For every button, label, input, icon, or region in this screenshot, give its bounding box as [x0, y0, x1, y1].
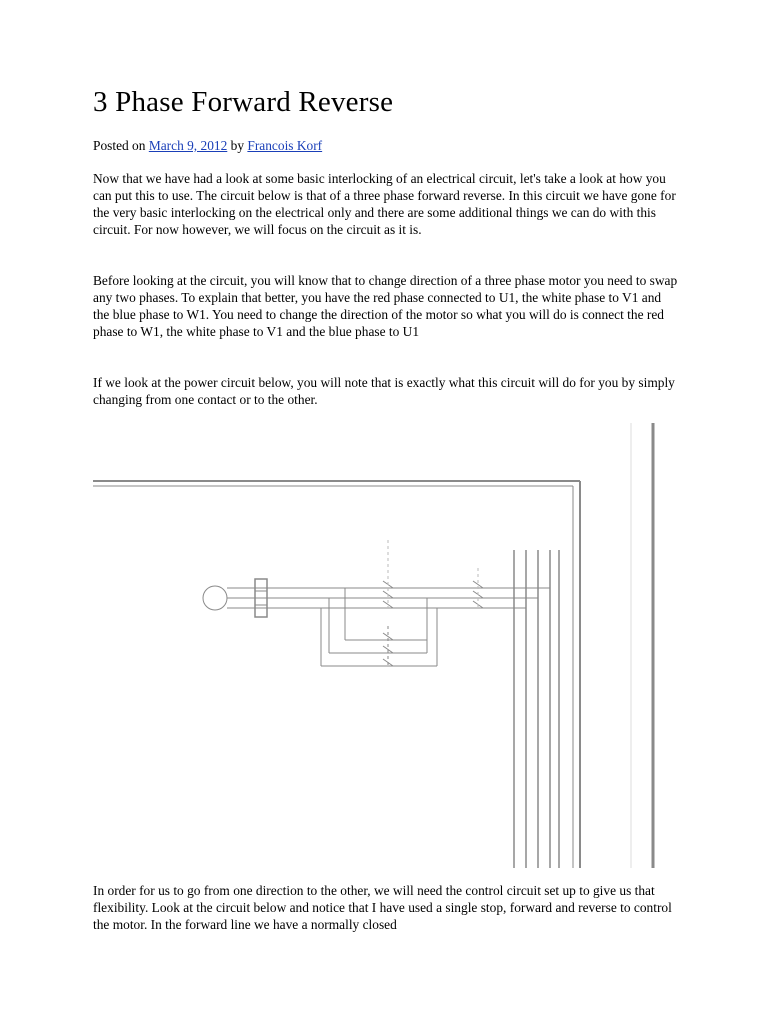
- article-title: 3 Phase Forward Reverse: [93, 86, 394, 118]
- paragraph-phases: Before looking at the circuit, you will know that to change direction of a three phase motor you need to swap any two phases. To explain that better, you have the red phase connected to U1, the white phase to V1 and the blue phase to W1. You need to change the direction of the motor so what you will do is connect the red phase to W1, the white phase to V1 and the blue phase to U1: [93, 273, 678, 339]
- by-label: by: [230, 138, 245, 153]
- post-date-link[interactable]: March 9, 2012: [148, 138, 228, 153]
- posted-on-label: Posted on: [93, 138, 146, 153]
- author-link[interactable]: Francois Korf: [247, 138, 323, 153]
- paragraph-intro: Now that we have had a look at some basic interlocking of an electrical circuit, let's take a look at how you can put this to use. The circuit below is that of a three phase forward reverse. In this circuit we have gone for the very basic interlocking on the electrical only and there are some additional things we can do with this circuit. For now however, we will focus on the circuit as it is.: [93, 171, 676, 237]
- power-circuit-diagram: [93, 418, 658, 868]
- paragraph-control-circuit: In order for us to go from one direction to the other, we will need the control circuit set up to give us that flexibility. Look at the circuit below and notice that I have used a single stop, forward and reverse to control the motor. In the forward line we have a normally closed: [93, 883, 672, 932]
- post-meta: [93, 138, 322, 154]
- paragraph-power-circuit: If we look at the power circuit below, you will note that is exactly what this circuit will do for you by simply changing from one contact or to the other.: [93, 375, 675, 407]
